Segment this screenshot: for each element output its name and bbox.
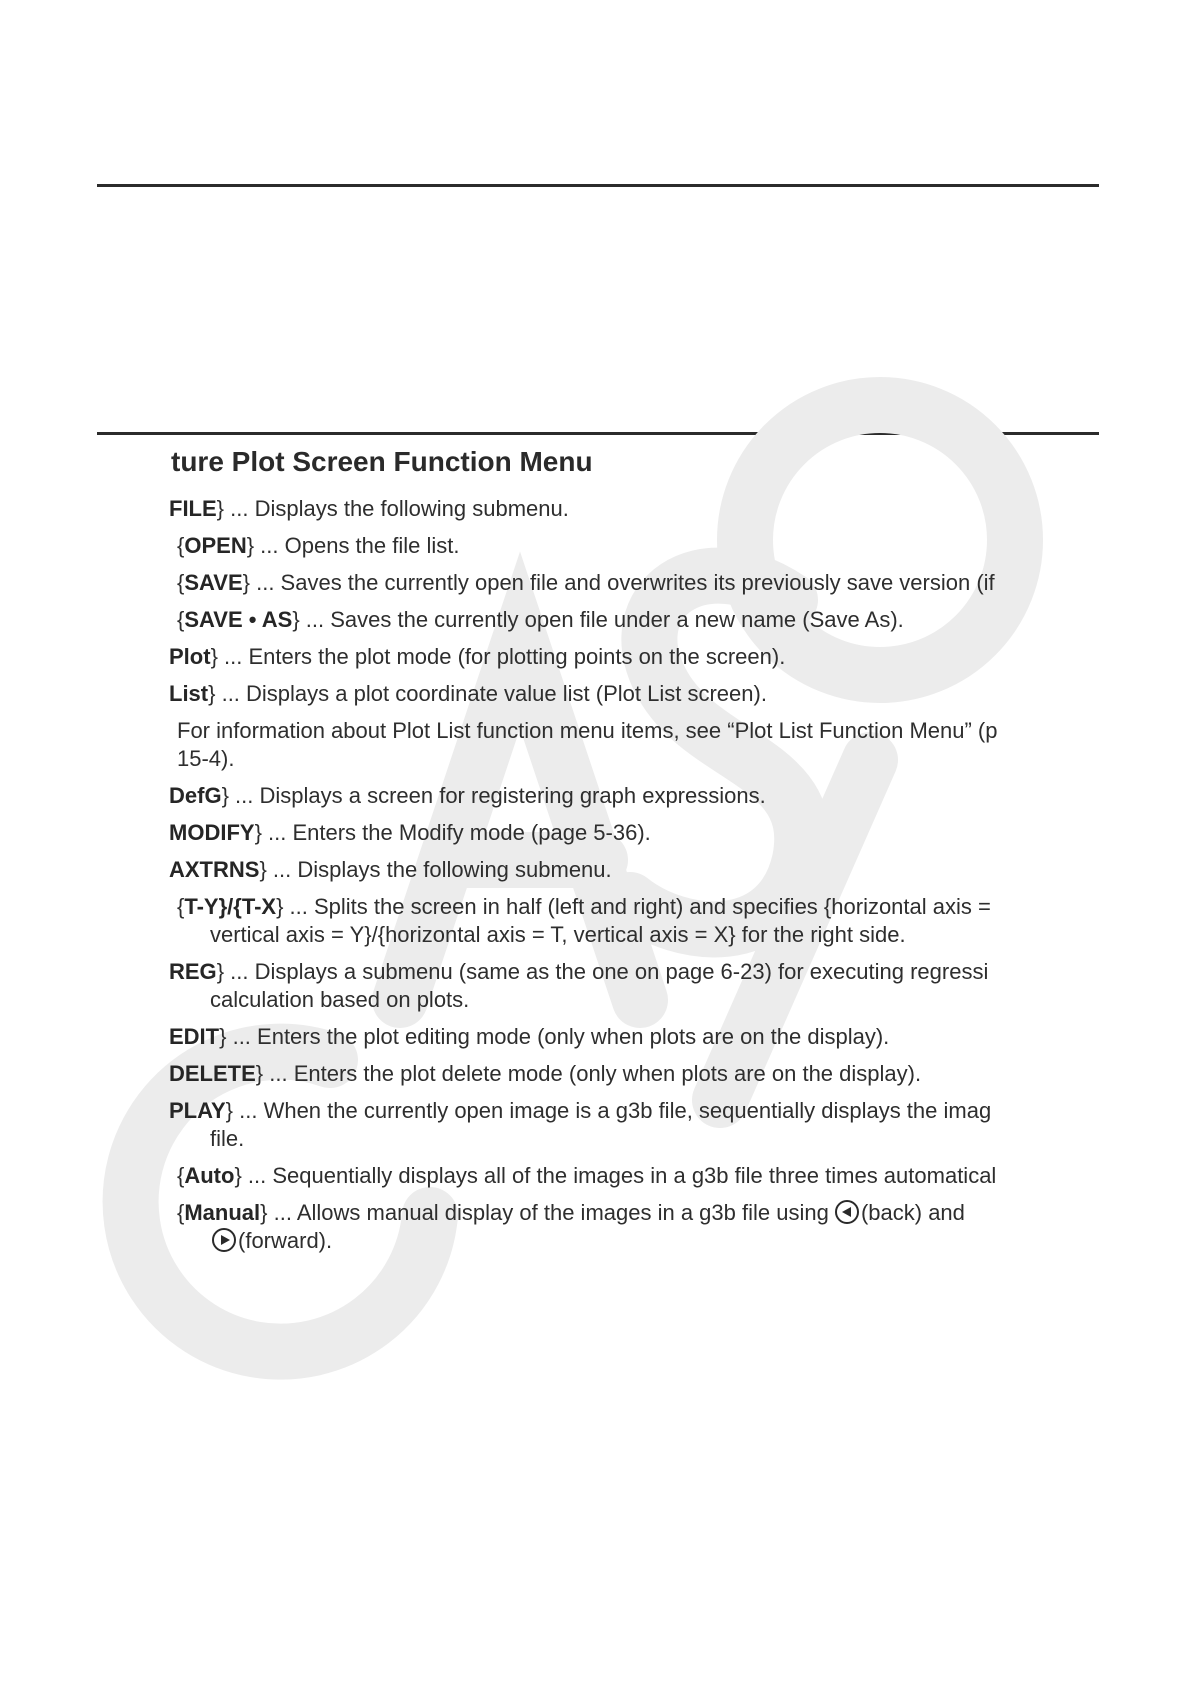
- desc-axtrns: } ... Displays the following submenu.: [259, 857, 612, 882]
- label-reg: REG: [169, 959, 217, 984]
- label-save-as: SAVE • AS: [184, 607, 293, 632]
- list-note-line-1: For information about Plot List function menu items, see “Plot List Function Menu” (p: [177, 718, 998, 743]
- desc-defg: } ... Displays a screen for registering graph expressions.: [221, 783, 766, 808]
- label-modify: MODIFY: [169, 820, 255, 845]
- desc-ty-tx: } ... Splits the screen in half (left and right) and specifies {horizontal axis =: [276, 894, 991, 919]
- section-heading: ture Plot Screen Function Menu: [171, 446, 593, 477]
- label-file: FILE: [169, 496, 217, 521]
- desc-play: } ... When the currently open image is a g3b file, sequentially displays the imag: [225, 1098, 992, 1123]
- label-manual: Manual: [184, 1200, 261, 1225]
- label-list: List: [169, 681, 209, 706]
- desc-edit: } ... Enters the plot editing mode (only when plots are on the display).: [219, 1024, 890, 1049]
- menu-item-manual: {Manual} ... Allows manual display of the images in a g3b file using (back) and: [177, 1200, 965, 1225]
- desc-reg: } ... Displays a submenu (same as the one on page 6-23) for executing regressi: [216, 959, 989, 984]
- label-open: OPEN: [184, 533, 247, 558]
- section-rule: [97, 432, 1099, 435]
- menu-item-play: [169, 1097, 991, 1125]
- label-defg: DefG: [169, 783, 222, 808]
- desc-plot: } ... Enters the plot mode (for plotting points on the screen).: [210, 644, 786, 669]
- desc-save-as: } ... Saves the currently open file under a new name (Save As).: [292, 607, 904, 632]
- desc-save: } ... Saves the currently open file and overwrites its previously save version (if: [242, 570, 995, 595]
- desc-manual-back: (back) and: [860, 1200, 965, 1225]
- list-note-line-2: 15-4).: [177, 746, 235, 771]
- desc-manual-forward: (forward).: [238, 1228, 333, 1253]
- label-delete: DELETE: [169, 1061, 256, 1086]
- menu-item-axtrns: [169, 856, 612, 884]
- desc-open: } ... Opens the file list.: [246, 533, 460, 558]
- label-play: PLAY: [169, 1098, 226, 1123]
- desc-modify: } ... Enters the Modify mode (page 5-36).: [254, 820, 651, 845]
- menu-item-delete: [169, 1060, 921, 1088]
- desc-delete: } ... Enters the plot delete mode (only when plots are on the display).: [255, 1061, 922, 1086]
- play-line-2: file.: [210, 1126, 245, 1151]
- left-arrow-key-icon: [835, 1200, 859, 1224]
- menu-item-open: {OPEN} ... Opens the file list.: [177, 533, 460, 558]
- menu-item-file: [169, 495, 569, 523]
- menu-item-modify: [169, 819, 651, 847]
- desc-list: } ... Displays a plot coordinate value list (Plot List screen).: [208, 681, 767, 706]
- label-edit: EDIT: [169, 1024, 220, 1049]
- label-auto: Auto: [184, 1163, 235, 1188]
- label-ty: T-Y: [184, 894, 219, 919]
- menu-item-auto: {Auto} ... Sequentially displays all of the images in a g3b file three times automatical: [177, 1163, 997, 1188]
- top-rule: [97, 184, 1099, 187]
- ty-tx-line-2: vertical axis = Y}/{horizontal axis = T, vertical axis = X} for the right side.: [210, 922, 906, 947]
- menu-item-save: {SAVE} ... Saves the currently open file and overwrites its previously save version (if: [177, 570, 995, 595]
- menu-item-plot: [169, 643, 785, 671]
- desc-manual: } ... Allows manual display of the images in a g3b file using: [260, 1200, 829, 1225]
- label-tx: T-X: [241, 894, 277, 919]
- manual-line-2: [212, 1227, 332, 1255]
- menu-item-defg: [169, 782, 766, 810]
- menu-item-ty-tx: {T-Y}/{T-X} ... Splits the screen in half (left and right) and specifies {horizontal axis =: [177, 894, 991, 919]
- label-plot: Plot: [169, 644, 211, 669]
- label-axtrns: AXTRNS: [169, 857, 260, 882]
- label-save: SAVE: [184, 570, 243, 595]
- menu-item-reg: [169, 958, 988, 986]
- menu-item-save-as: {SAVE • AS} ... Saves the currently open file under a new name (Save As).: [177, 607, 904, 632]
- right-arrow-key-icon: [212, 1228, 236, 1252]
- desc-auto: } ... Sequentially displays all of the images in a g3b file three times automatical: [234, 1163, 997, 1188]
- menu-item-edit: [169, 1023, 889, 1051]
- desc-file: } ... Displays the following submenu.: [216, 496, 569, 521]
- menu-item-list: [169, 680, 767, 708]
- reg-line-2: calculation based on plots.: [210, 987, 470, 1012]
